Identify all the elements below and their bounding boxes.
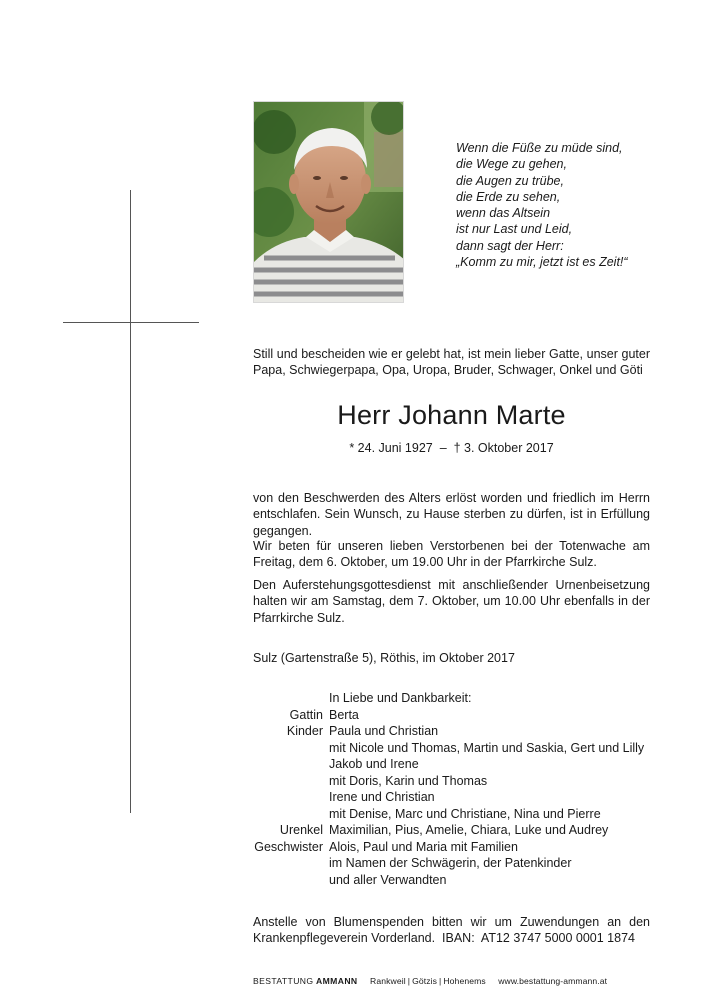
mourner-row [253,806,673,823]
location-hohenems: Hohenems [443,976,486,986]
poem-line: „Komm zu mir, jetzt ist es Zeit!“ [456,255,628,270]
mourner-row [253,872,673,889]
poem-line: die Wege zu gehen, [456,157,567,172]
mourner-names: Jakob und Irene [329,757,419,772]
poem [456,140,696,270]
mourner-label [253,806,329,823]
mourner-label [253,872,329,889]
cross-horizontal-bar [63,322,199,323]
mourner-label [253,789,329,806]
poem-line: wenn das Altsein [456,206,551,221]
brand-name-part1: BESTATTUNG [253,976,314,986]
mourner-names: mit Denise, Marc und Christiane, Nina und Pierre [329,806,601,821]
mourner-names: mit Nicole und Thomas, Martin und Saskia, Gert und Lilly [329,740,645,755]
poem-line: die Augen zu trübe, [456,173,564,188]
deceased-name: Herr Johann Marte [337,400,566,430]
poem-line: Wenn die Füße zu müde sind, [456,141,623,155]
mourner-row [253,707,673,724]
mourners-list [253,690,673,889]
mourner-names: In Liebe und Dankbarkeit: [329,691,472,705]
mourner-label [253,690,329,707]
mourner-row [253,756,673,773]
mourner-names: Alois, Paul und Maria mit Familien [329,839,518,854]
mourner-label: Kinder [286,724,323,739]
poem-line: die Erde zu sehen, [456,189,561,204]
mourner-row [253,822,673,839]
mourner-row [253,740,673,757]
mourner-names: im Namen der Schwägerin, der Patenkinder [329,856,572,871]
poem-line: dann sagt der Herr: [456,238,564,253]
mourner-names: Paula und Christian [329,724,439,739]
mourner-row [253,690,673,707]
poem-line: ist nur Last und Leid, [456,222,573,237]
portrait-photo [253,101,404,303]
mourner-names: und aller Verwandten [329,873,447,888]
mourner-names: Berta [329,707,359,722]
separator: | [407,976,411,986]
mourner-label [253,740,329,757]
donation-note: Anstelle von Blumenspenden bitten wir um Zuwendungen an den Krankenpflegeverein Vorderland. IBAN: AT12 3747 5000 0001 1874 [253,915,654,946]
mourner-label: Urenkel [279,823,323,838]
mourner-names: Maximilian, Pius, Amelie, Chiara, Luke und Audrey [329,823,609,838]
place-date: Sulz (Gartenstraße 5), Röthis, im Oktober 2017 [253,651,515,665]
mourner-label: Gattin [289,707,323,722]
location-rankweil: Rankweil [370,976,406,986]
funeral-paragraph: Den Auferstehungsgottesdienst mit anschließender Urnenbeisetzung halten wir am Samstag, dem 7. Oktober, um 10.00 Uhr ebenfalls in der Pfarrkirche Sulz. [253,578,650,625]
wake-paragraph: Wir beten für unseren lieben Verstorbenen bei der Totenwache am Freitag, dem 6. Oktober, um 19.00 Uhr in der Pfarrkirche Sulz. [253,539,650,570]
mourner-label [253,773,329,790]
location-goetzis: Götzis [412,976,438,986]
body-paragraph: von den Beschwerden des Alters erlöst worden und friedlich im Herrn entschlafen. Sein Wunsch, zu Hause sterben zu dürfen, ist in Erfüllung gegangen. [253,491,650,538]
mourner-row [253,789,673,806]
cross-vertical-bar [130,190,131,813]
intro-text: Still und bescheiden wie er gelebt hat, ist mein lieber Gatte, unser guter Papa, Schwiegerpapa, Opa, Uropa, Bruder, Schwager, Onkel und Göti [253,347,650,378]
mourner-names: Irene und Christian [329,790,435,805]
funeral-home-footer [253,976,653,987]
website-link[interactable]: www.bestattung-ammann.at [498,976,608,986]
separator: | [439,976,442,986]
mourner-label [253,855,329,872]
mourner-label [253,756,329,773]
mourner-row [253,855,673,872]
mourner-row [253,773,673,790]
mourner-names: mit Doris, Karin und Thomas [329,773,488,788]
mourner-row [253,723,673,740]
mourner-row [253,839,673,856]
brand-name-part2: AMMANN [316,976,358,986]
mourner-label: Geschwister [254,839,323,854]
life-dates: * 24. Juni 1927 – † 3. Oktober 2017 [349,441,554,455]
